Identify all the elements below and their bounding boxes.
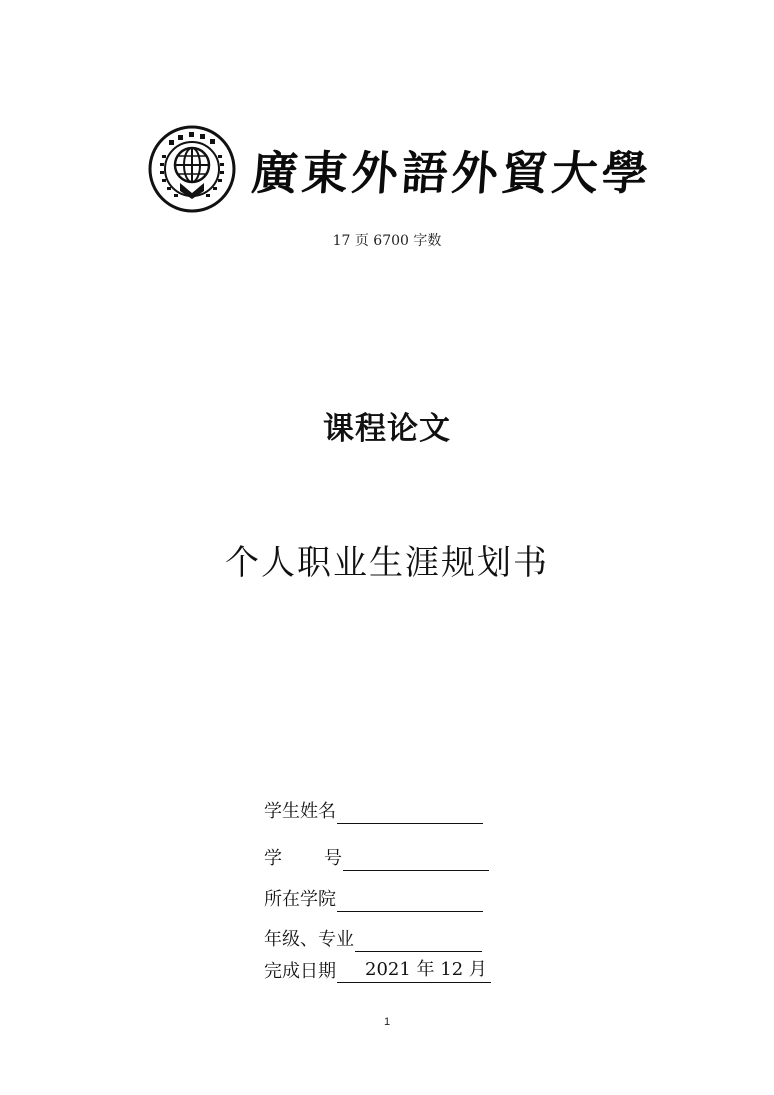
completion-date-label: 完成日期: [264, 961, 336, 982]
student-id-field[interactable]: [343, 850, 489, 871]
course-paper-label: 课程论文: [323, 411, 451, 447]
student-id-row: [264, 823, 564, 870]
completion-date-field[interactable]: 2021 年 12 月: [337, 955, 491, 983]
grade-major-row: [264, 911, 564, 951]
university-logo-band: [148, 123, 654, 215]
student-name-row: [264, 783, 564, 823]
word-count-note: 17 页 6700 字数: [332, 233, 442, 249]
college-row: [264, 870, 564, 911]
grade-major-field[interactable]: [355, 931, 482, 952]
completion-date-row: [264, 951, 564, 983]
college-label: 所在学院: [264, 889, 336, 910]
student-info-block: [264, 783, 564, 983]
student-id-label-char-1: 学: [264, 848, 282, 869]
student-id-label: [264, 844, 342, 870]
student-id-label-char-2: 号: [324, 848, 342, 869]
grade-major-label: 年级、专业: [264, 929, 354, 950]
college-field[interactable]: [337, 891, 483, 912]
thesis-title: 个人职业生涯规划书: [225, 543, 549, 583]
university-seal-icon: [148, 125, 236, 213]
page-number: 1: [383, 1016, 391, 1028]
student-name-field[interactable]: [337, 803, 483, 824]
university-name-calligraphy: 廣東外語外貿大學: [249, 146, 654, 200]
student-name-label: 学生姓名: [264, 801, 336, 822]
